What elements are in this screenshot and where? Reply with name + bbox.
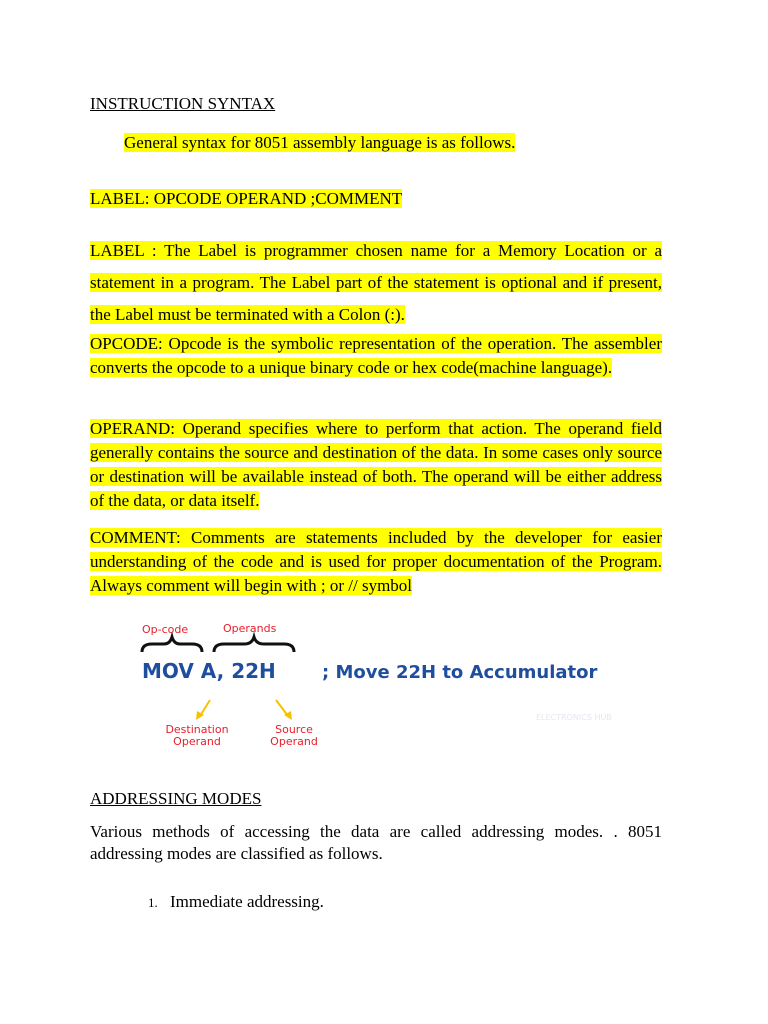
mov-instruction-diagram: [126, 614, 674, 754]
comment-paragraph-text: COMMENT: Comments are statements included by the developer for easier understanding of the code and is used for proper documentation of the Program. Always comment will begin with ; or // symbol: [90, 528, 662, 595]
addressing-modes-heading: ADDRESSING MODES: [90, 789, 262, 808]
operands-brace-icon: [214, 637, 294, 652]
list-item-number: 1.: [148, 895, 158, 910]
operand-paragraph: [90, 417, 662, 513]
destination-label-line1: Destination: [165, 723, 229, 736]
opcode-label: Op-code: [142, 623, 189, 636]
syntax-intro-text: General syntax for 8051 assembly language is as follows.: [124, 133, 516, 152]
source-label-line2: Operand: [270, 735, 318, 748]
label-paragraph: [90, 235, 662, 331]
instruction-comment: ; Move 22H to Accumulator: [322, 662, 598, 683]
instruction-syntax-heading: INSTRUCTION SYNTAX: [90, 94, 276, 113]
syntax-intro: [124, 133, 515, 153]
list-item-text: Immediate addressing.: [170, 892, 324, 911]
comment-paragraph: [90, 526, 662, 598]
opcode-paragraph: [90, 332, 662, 380]
instruction-diagram-svg: [126, 614, 674, 754]
addressing-modes-intro: Various methods of accessing the data are called addressing modes. . 8051 addressing modes are classified as follows.: [90, 822, 662, 863]
source-arrow-icon: [276, 700, 288, 716]
opcode-paragraph-text: OPCODE: Opcode is the symbolic representation of the operation. The assembler converts the opcode to a unique binary code or hex code(machine language).: [90, 334, 662, 377]
instruction-text: MOV A, 22H: [142, 659, 276, 683]
label-paragraph-text: LABEL : The Label is programmer chosen name for a Memory Location or a statement in a program. The Label part of the statement is optional and if present, the Label must be terminated with a Colon (:).: [90, 241, 662, 324]
operands-label: Operands: [223, 622, 277, 635]
source-label-line1: Source: [275, 723, 313, 736]
destination-label-line2: Operand: [173, 735, 221, 748]
syntax-line: [90, 189, 402, 209]
list-item: [148, 892, 324, 913]
opcode-brace-icon: [142, 637, 202, 652]
syntax-line-text: LABEL: OPCODE OPERAND ;COMMENT: [90, 189, 403, 208]
operand-paragraph-text: OPERAND: Operand specifies where to perform that action. The operand field generally contains the source and destination of the data. In some cases only source or destination will be available instead of both. The operand will be either address of the data, or data itself.: [90, 419, 662, 510]
watermark-text: ELECTRONICS HUB: [536, 713, 612, 722]
